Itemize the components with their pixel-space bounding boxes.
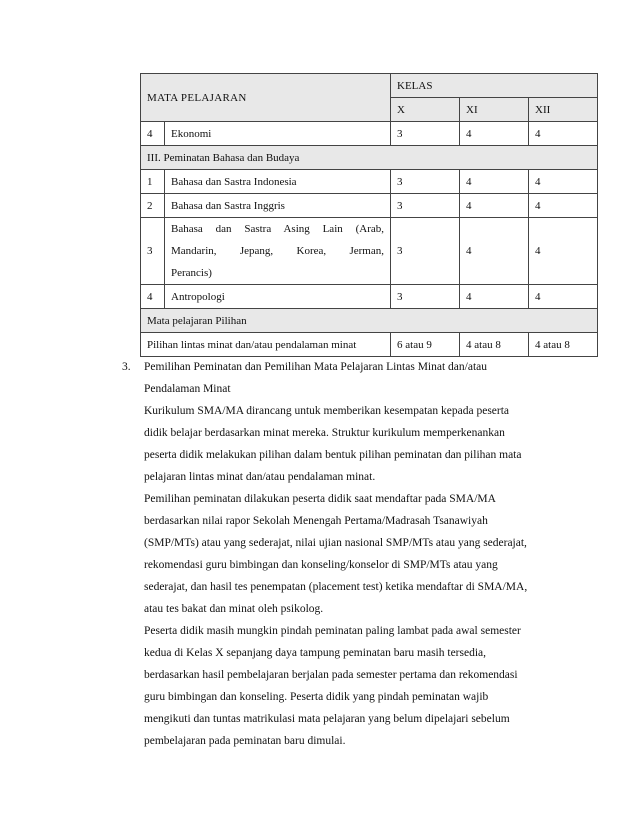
section-heading-peminatan-bahasa: III. Peminatan Bahasa dan Budaya bbox=[141, 146, 598, 170]
row-subject: Pilihan lintas minat dan/atau pendalaman minat bbox=[141, 333, 391, 357]
paragraph-line: sederajat, dan hasil tes penempatan (placement test) ketika mendaftar di SMA/MA, bbox=[144, 581, 528, 593]
paragraph-line: pembelajaran pada peminatan baru dimulai. bbox=[144, 735, 346, 747]
paragraph-line: (SMP/MTs) atau yang sederajat, nilai ujian nasional SMP/MTs atau yang sederajat, bbox=[144, 537, 527, 549]
row-subject-line: Bahasa dan Sastra Asing Lain (Arab, bbox=[171, 223, 384, 235]
table-row bbox=[141, 122, 598, 146]
paragraph-line: atau tes bakat dan minat oleh psikolog. bbox=[144, 603, 324, 615]
section-body bbox=[144, 356, 570, 752]
table-header-row bbox=[141, 74, 598, 98]
row-xi: 4 bbox=[460, 194, 529, 218]
table-section-row bbox=[141, 146, 598, 170]
table-row bbox=[141, 285, 598, 309]
paragraph-line: rekomendasi guru bimbingan dan konseling/konselor di SMP/MTs atau yang bbox=[144, 559, 498, 571]
section-heading-line: Pendalaman Minat bbox=[144, 383, 231, 395]
row-xi: 4 bbox=[460, 285, 529, 309]
row-number: 4 bbox=[141, 285, 165, 309]
paragraph-line: Peserta didik masih mungkin pindah peminatan paling lambat pada awal semester bbox=[144, 625, 521, 637]
row-xii: 4 atau 8 bbox=[529, 333, 598, 357]
header-col-xii: XII bbox=[529, 98, 598, 122]
row-subject-multiline bbox=[165, 218, 391, 285]
table-row bbox=[141, 333, 598, 357]
table-row bbox=[141, 170, 598, 194]
paragraph-line: mengikuti dan tuntas matrikulasi mata pelajaran yang belum dipelajari sebelum bbox=[144, 713, 510, 725]
row-xi: 4 bbox=[460, 122, 529, 146]
row-xi: 4 bbox=[460, 218, 529, 285]
row-xii: 4 bbox=[529, 218, 598, 285]
paragraph-line: peserta didik melakukan pilihan dalam bentuk pilihan peminatan dan pilihan mata bbox=[144, 449, 522, 461]
paragraph-line: didik belajar berdasarkan minat mereka. Struktur kurikulum memperkenankan bbox=[144, 427, 505, 439]
row-number: 2 bbox=[141, 194, 165, 218]
row-x: 3 bbox=[391, 170, 460, 194]
section-heading-pilihan: Mata pelajaran Pilihan bbox=[141, 309, 598, 333]
row-subject: Ekonomi bbox=[165, 122, 391, 146]
section-heading-line: Pemilihan Peminatan dan Pemilihan Mata Pelajaran Lintas Minat dan/atau bbox=[144, 361, 487, 373]
row-xii: 4 bbox=[529, 122, 598, 146]
curriculum-table bbox=[140, 73, 598, 357]
row-subject-line: Perancis) bbox=[171, 267, 212, 279]
row-x: 3 bbox=[391, 218, 460, 285]
row-xi: 4 bbox=[460, 170, 529, 194]
paragraph-line: Kurikulum SMA/MA dirancang untuk memberikan kesempatan kepada peserta bbox=[144, 405, 510, 417]
paragraph-line: kedua di Kelas X sepanjang daya tampung peminatan baru masih tersedia, bbox=[144, 647, 487, 659]
table-row bbox=[141, 194, 598, 218]
row-x: 3 bbox=[391, 194, 460, 218]
paragraph-line: guru bimbingan dan konseling. Peserta didik yang pindah peminatan wajib bbox=[144, 691, 489, 703]
table-row bbox=[141, 218, 598, 285]
row-subject-line: Mandarin, Jepang, Korea, Jerman, bbox=[171, 245, 384, 257]
row-xii: 4 bbox=[529, 285, 598, 309]
header-kelas: KELAS bbox=[391, 74, 598, 98]
row-x: 3 bbox=[391, 122, 460, 146]
section-number: 3. bbox=[122, 361, 131, 373]
row-xi: 4 atau 8 bbox=[460, 333, 529, 357]
row-subject: Antropologi bbox=[165, 285, 391, 309]
header-col-xi: XI bbox=[460, 98, 529, 122]
paragraph-line: pelajaran lintas minat dan/atau pendalaman minat. bbox=[144, 471, 376, 483]
row-number: 4 bbox=[141, 122, 165, 146]
row-xii: 4 bbox=[529, 194, 598, 218]
table-section-row bbox=[141, 309, 598, 333]
header-col-x: X bbox=[391, 98, 460, 122]
row-number: 3 bbox=[141, 218, 165, 285]
header-subject: MATA PELAJARAN bbox=[141, 74, 391, 122]
section-3 bbox=[122, 356, 570, 752]
row-x: 6 atau 9 bbox=[391, 333, 460, 357]
row-xii: 4 bbox=[529, 170, 598, 194]
paragraph-line: berdasarkan nilai rapor Sekolah Menengah Pertama/Madrasah Tsanawiyah bbox=[144, 515, 488, 527]
row-x: 3 bbox=[391, 285, 460, 309]
row-number: 1 bbox=[141, 170, 165, 194]
row-subject: Bahasa dan Sastra Indonesia bbox=[165, 170, 391, 194]
row-subject: Bahasa dan Sastra Inggris bbox=[165, 194, 391, 218]
paragraph-line: Pemilihan peminatan dilakukan peserta didik saat mendaftar pada SMA/MA bbox=[144, 493, 496, 505]
paragraph-line: berdasarkan hasil pembelajaran berjalan pada semester pertama dan rekomendasi bbox=[144, 669, 518, 681]
